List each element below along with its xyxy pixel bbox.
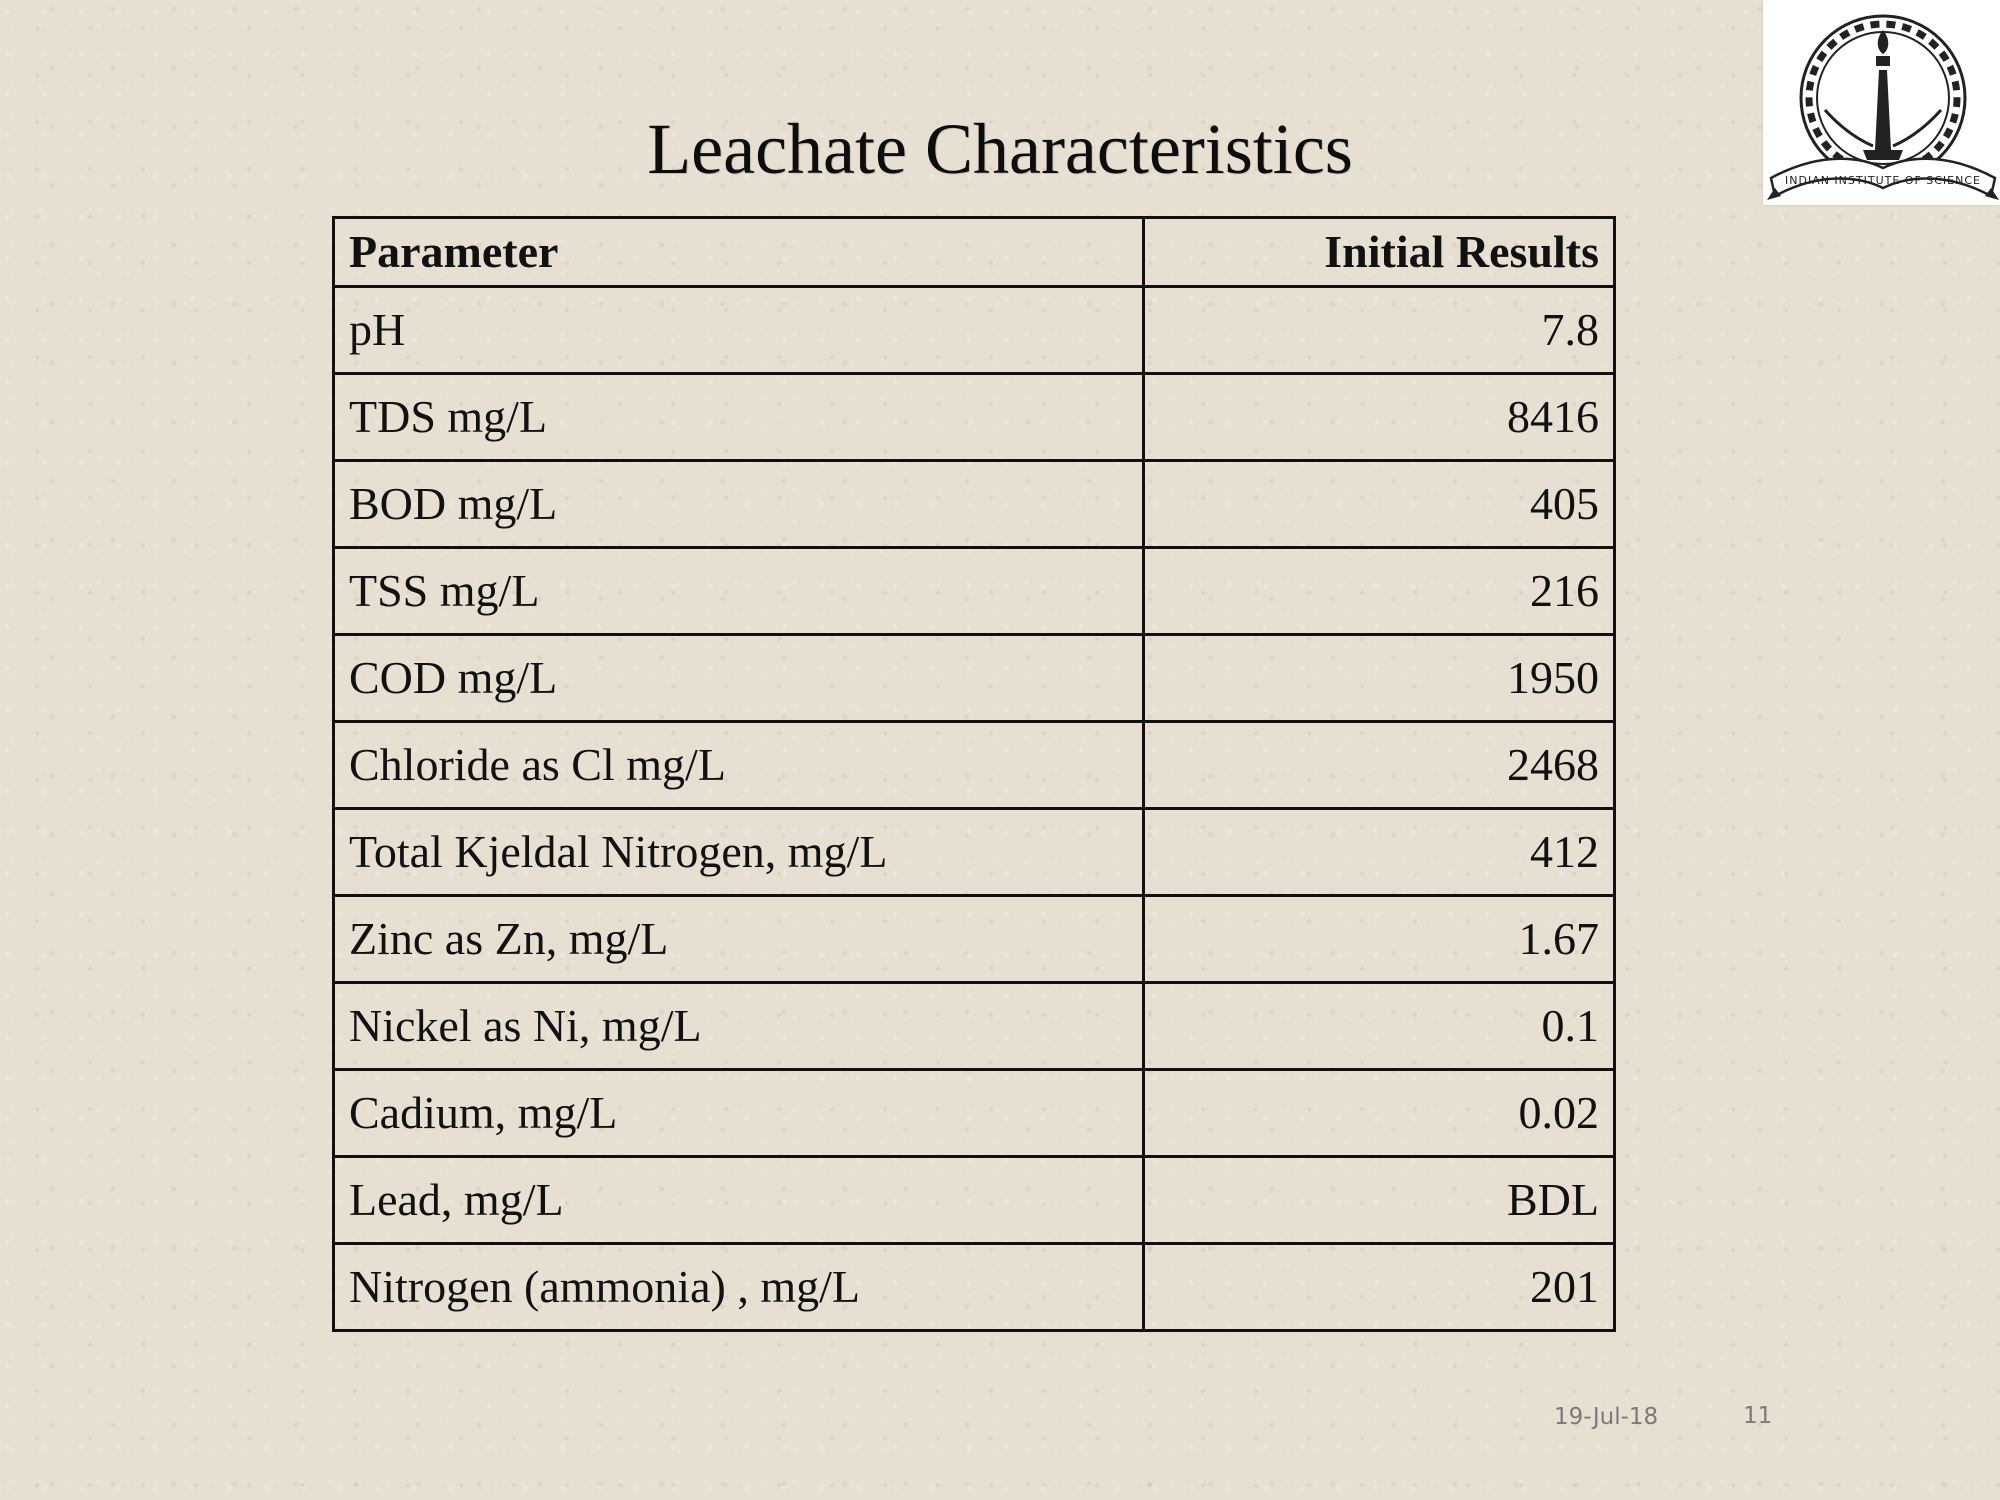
parameter-cell: TSS mg/L [334,548,1144,635]
result-cell: 2468 [1144,722,1615,809]
result-cell: 405 [1144,461,1615,548]
parameter-cell: TDS mg/L [334,374,1144,461]
result-cell: 0.1 [1144,983,1615,1070]
table-row [334,1244,1615,1331]
result-cell: 7.8 [1144,287,1615,374]
table-row [334,635,1615,722]
table-row [334,287,1615,374]
result-cell: 412 [1144,809,1615,896]
slide-date: 19-Jul-18 [1554,1404,1659,1430]
table-row [334,896,1615,983]
parameter-cell: COD mg/L [334,635,1144,722]
table-row [334,1070,1615,1157]
result-cell: 1.67 [1144,896,1615,983]
table-row [334,374,1615,461]
table-row [334,548,1615,635]
table-row [334,983,1615,1070]
table-row [334,1157,1615,1244]
slide-title: Leachate Characteristics [647,109,1353,190]
parameter-cell: Lead, mg/L [334,1157,1144,1244]
slide-page-number: 11 [1743,1403,1773,1429]
parameter-cell: Total Kjeldal Nitrogen, mg/L [334,809,1144,896]
table-row [334,461,1615,548]
result-cell: 1950 [1144,635,1615,722]
result-cell: 0.02 [1144,1070,1615,1157]
parameter-cell: Nitrogen (ammonia) , mg/L [334,1244,1144,1331]
result-cell: 8416 [1144,374,1615,461]
institute-logo [1763,0,2000,205]
result-cell: 201 [1144,1244,1615,1331]
parameter-cell: Cadium, mg/L [334,1070,1144,1157]
header-parameter: Parameter [334,218,1144,287]
header-initial-results: Initial Results [1144,218,1615,287]
parameter-cell: Zinc as Zn, mg/L [334,896,1144,983]
parameter-cell: BOD mg/L [334,461,1144,548]
parameter-cell: pH [334,287,1144,374]
result-cell: BDL [1144,1157,1615,1244]
table-row [334,722,1615,809]
table-row [334,809,1615,896]
table-header-row [334,218,1615,287]
logo-banner-text: INDIAN INSTITUTE OF SCIENCE [1785,174,1981,187]
parameter-cell: Chloride as Cl mg/L [334,722,1144,809]
parameter-cell: Nickel as Ni, mg/L [334,983,1144,1070]
result-cell: 216 [1144,548,1615,635]
leachate-table [332,216,1616,1332]
logo-emblem-icon [1763,0,2000,205]
